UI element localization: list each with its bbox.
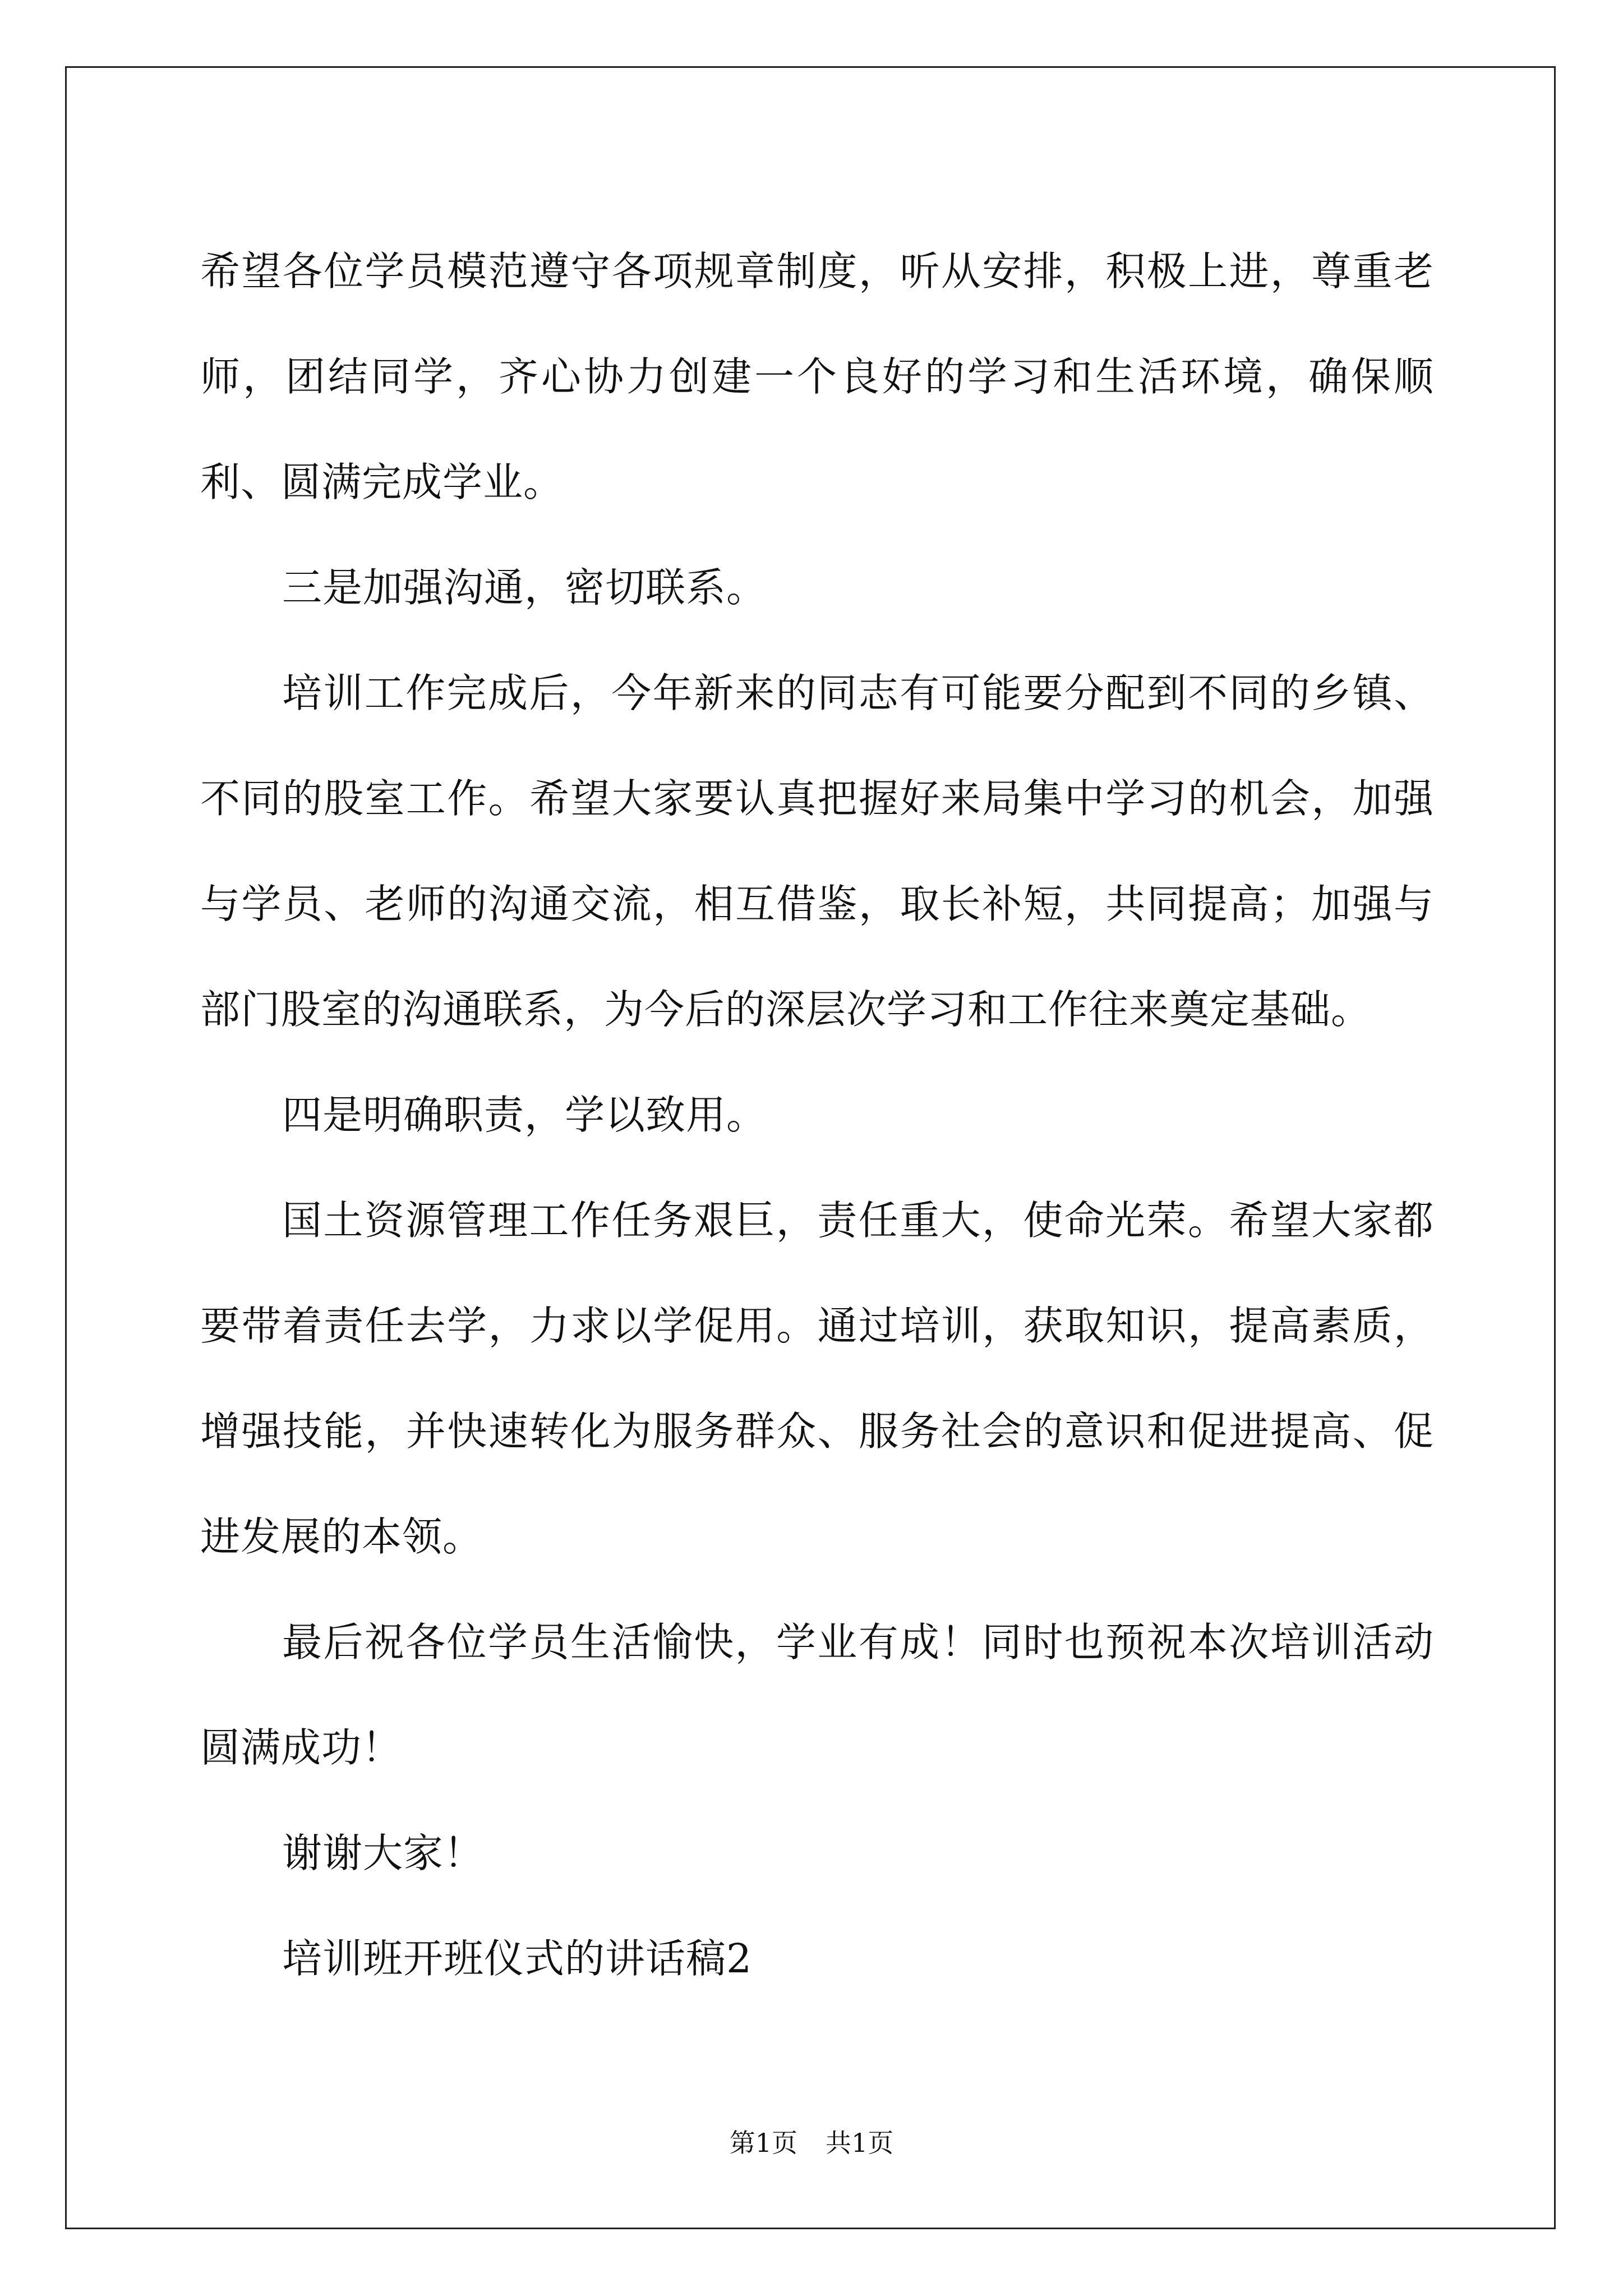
page-number-total: 共1页 bbox=[826, 2128, 894, 2158]
paragraph-5: 国土资源管理工作任务艰巨，责任重大，使命光荣。希望大家都要带着责任去学，力求以学促用。通过培训，获取知识，提高素质，增强技能，并快速转化为服务群众、服务社会的意识和促进提高、促进发展的本领。 bbox=[200, 1197, 1434, 1560]
document-body bbox=[200, 219, 1434, 2012]
paragraph-2-heading: 三是加强沟通，密切联系。 bbox=[282, 564, 767, 611]
section-title: 培训班开班仪式的讲话稿2 bbox=[282, 1935, 753, 1982]
page-number-current: 第1页 bbox=[729, 2128, 797, 2158]
paragraph-1: 希望各位学员模范遵守各项规章制度，听从安排，积极上进，尊重老师，团结同学，齐心协力创建一个良好的学习和生活环境，确保顺利、圆满完成学业。 bbox=[200, 248, 1434, 505]
page-footer bbox=[0, 2126, 1623, 2160]
paragraph-3: 培训工作完成后，今年新来的同志有可能要分配到不同的乡镇、不同的股室工作。希望大家要认真把握好来局集中学习的机会，加强与学员、老师的沟通交流，相互借鉴，取长补短，共同提高；加强与部门股室的沟通联系，为今后的深层次学习和工作往来奠定基础。 bbox=[200, 670, 1434, 1033]
paragraph-4-heading: 四是明确职责，学以致用。 bbox=[282, 1092, 767, 1138]
paragraph-7: 谢谢大家！ bbox=[282, 1830, 485, 1876]
paragraph-6: 最后祝各位学员生活愉快，学业有成！同时也预祝本次培训活动圆满成功！ bbox=[200, 1619, 1434, 1771]
